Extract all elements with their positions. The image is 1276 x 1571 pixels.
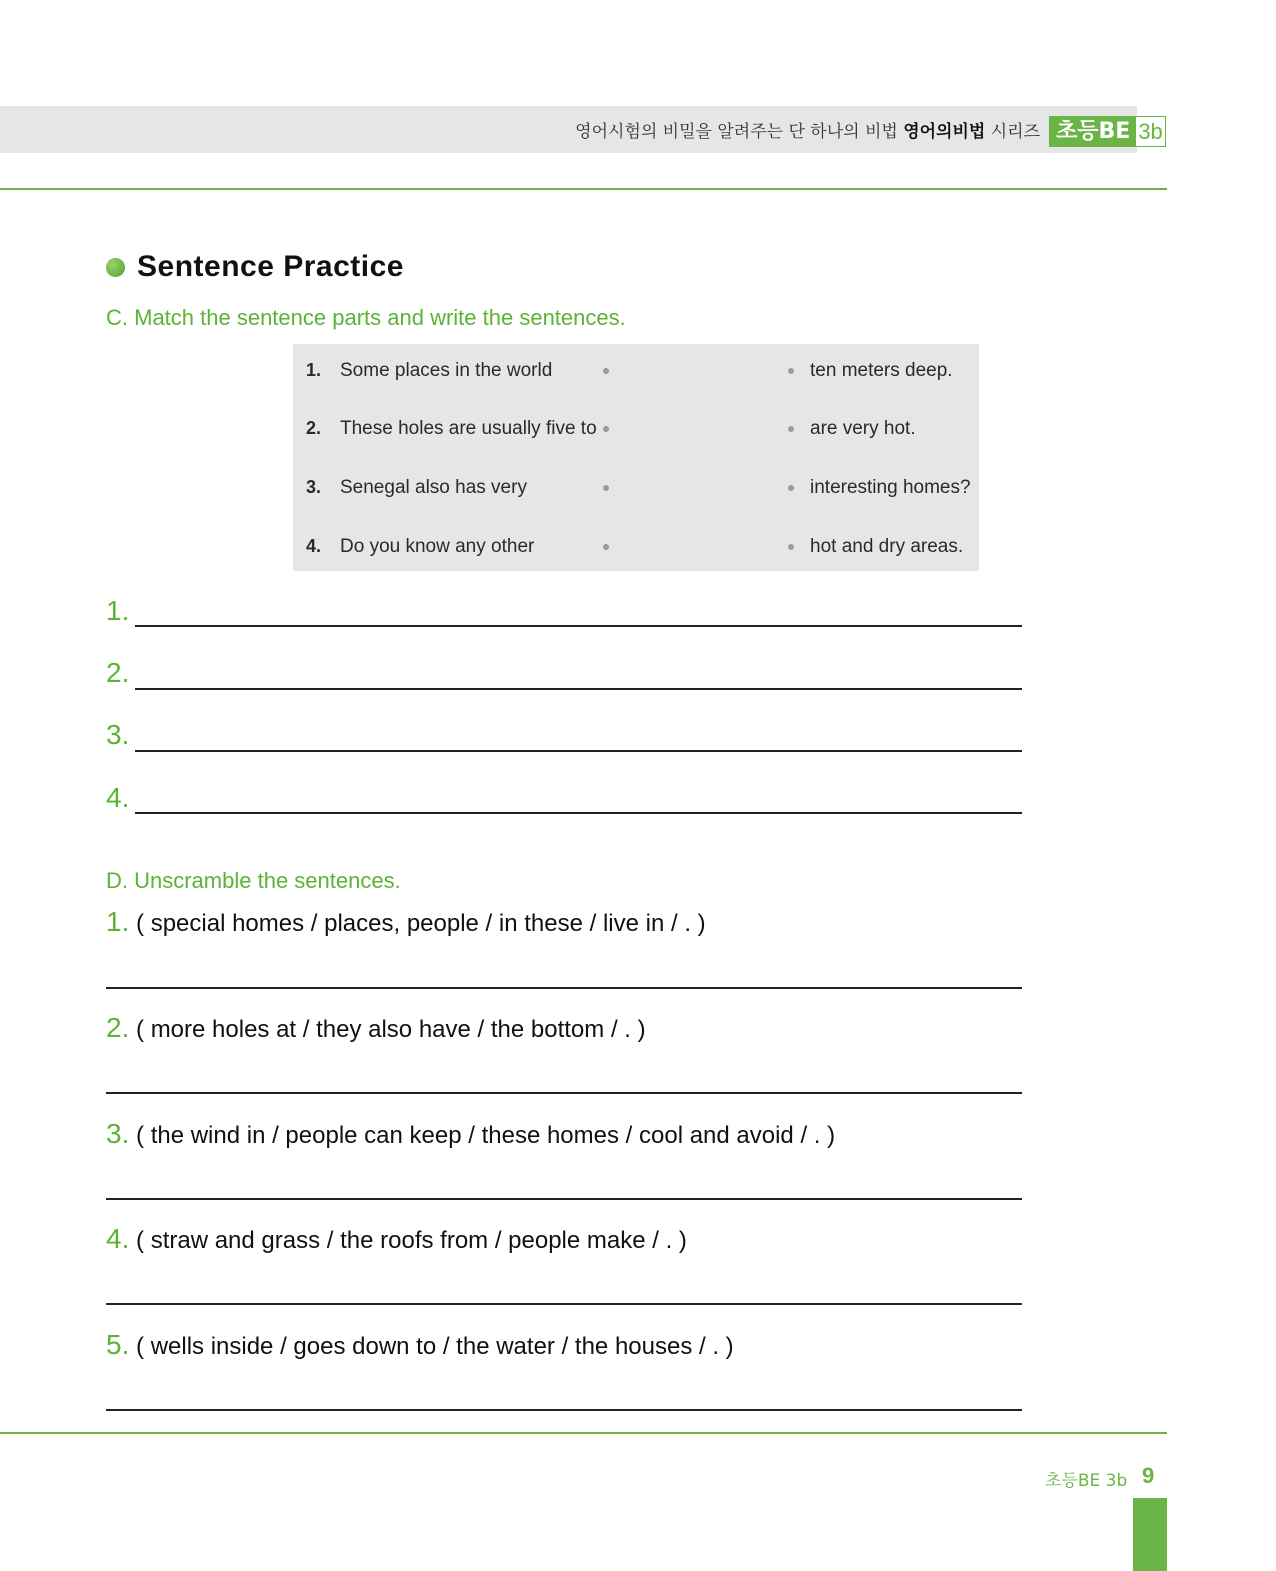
answer-line[interactable] [106,987,1022,989]
top-divider [0,188,1167,190]
answer-number: 2. [106,657,130,688]
match-dot-left[interactable] [603,544,609,550]
brand-level: 3b [1138,119,1163,144]
item-number: 4. [106,1223,130,1254]
brand-badge [1049,116,1166,147]
match-left-part: These holes are usually five to [340,418,597,439]
match-left-part: Do you know any other [340,536,535,557]
answer-number: 3. [106,719,130,750]
match-left-part: Some places in the world [340,360,553,381]
series-name: 영어의비법 [903,122,986,142]
section-title: Sentence Practice [137,250,404,283]
green-bullet-icon [106,258,125,277]
item-prompt: ( straw and grass / the roofs from / people make / . ) [129,1227,687,1254]
match-row [293,358,979,388]
match-row [293,416,979,446]
brand-label: 초등BE [1050,117,1136,146]
match-number: 2. [306,418,322,438]
answer-line[interactable] [106,1198,1022,1200]
series-title: 영어시험의 비밀을 알려주는 단 하나의 비법 영어의비법 시리즈 [575,122,1040,142]
match-left-part: Senegal also has very [340,477,527,498]
match-right-part: hot and dry areas. [810,536,964,557]
unscramble-item [106,906,706,938]
match-dot-right[interactable] [788,368,794,374]
item-number: 2. [106,1012,130,1043]
answer-line[interactable] [106,1409,1022,1411]
match-dot-left[interactable] [603,485,609,491]
unscramble-item [106,1329,734,1361]
bottom-divider [0,1432,1167,1434]
answer-line[interactable] [135,812,1022,814]
page-number: 9 [1142,1463,1155,1488]
match-dot-right[interactable] [788,544,794,550]
instruction-d: D. Unscramble the sentences. [106,868,401,893]
item-number: 1. [106,906,130,937]
answer-line[interactable] [135,625,1022,627]
match-dot-left[interactable] [603,426,609,432]
match-row [293,534,979,564]
unscramble-item [106,1118,835,1150]
page-tab [1133,1498,1167,1571]
match-dot-left[interactable] [603,368,609,374]
footer-label: 초등BE 3b [1045,1471,1128,1491]
unscramble-item [106,1012,646,1044]
match-dot-right[interactable] [788,426,794,432]
item-prompt: ( the wind in / people can keep / these homes / cool and avoid / . ) [129,1122,836,1149]
answer-line[interactable] [135,750,1022,752]
match-number: 1. [306,360,322,380]
instruction-c: C. Match the sentence parts and write the sentences. [106,305,626,330]
answer-number: 4. [106,782,130,813]
match-row [293,475,979,505]
answer-number: 1. [106,595,130,626]
match-dot-right[interactable] [788,485,794,491]
match-box [293,344,979,571]
item-number: 5. [106,1329,130,1360]
answer-line[interactable] [135,688,1022,690]
match-right-part: interesting homes? [810,477,971,498]
match-number: 4. [306,536,322,556]
answer-line[interactable] [106,1303,1022,1305]
item-number: 3. [106,1118,130,1149]
match-right-part: are very hot. [810,418,916,439]
match-right-part: ten meters deep. [810,360,953,381]
unscramble-item [106,1223,687,1255]
answer-line[interactable] [106,1092,1022,1094]
match-number: 3. [306,477,322,497]
item-prompt: ( special homes / places, people / in these / live in / . ) [129,910,706,937]
item-prompt: ( wells inside / goes down to / the water / the houses / . ) [129,1333,734,1360]
item-prompt: ( more holes at / they also have / the bottom / . ) [129,1016,646,1043]
